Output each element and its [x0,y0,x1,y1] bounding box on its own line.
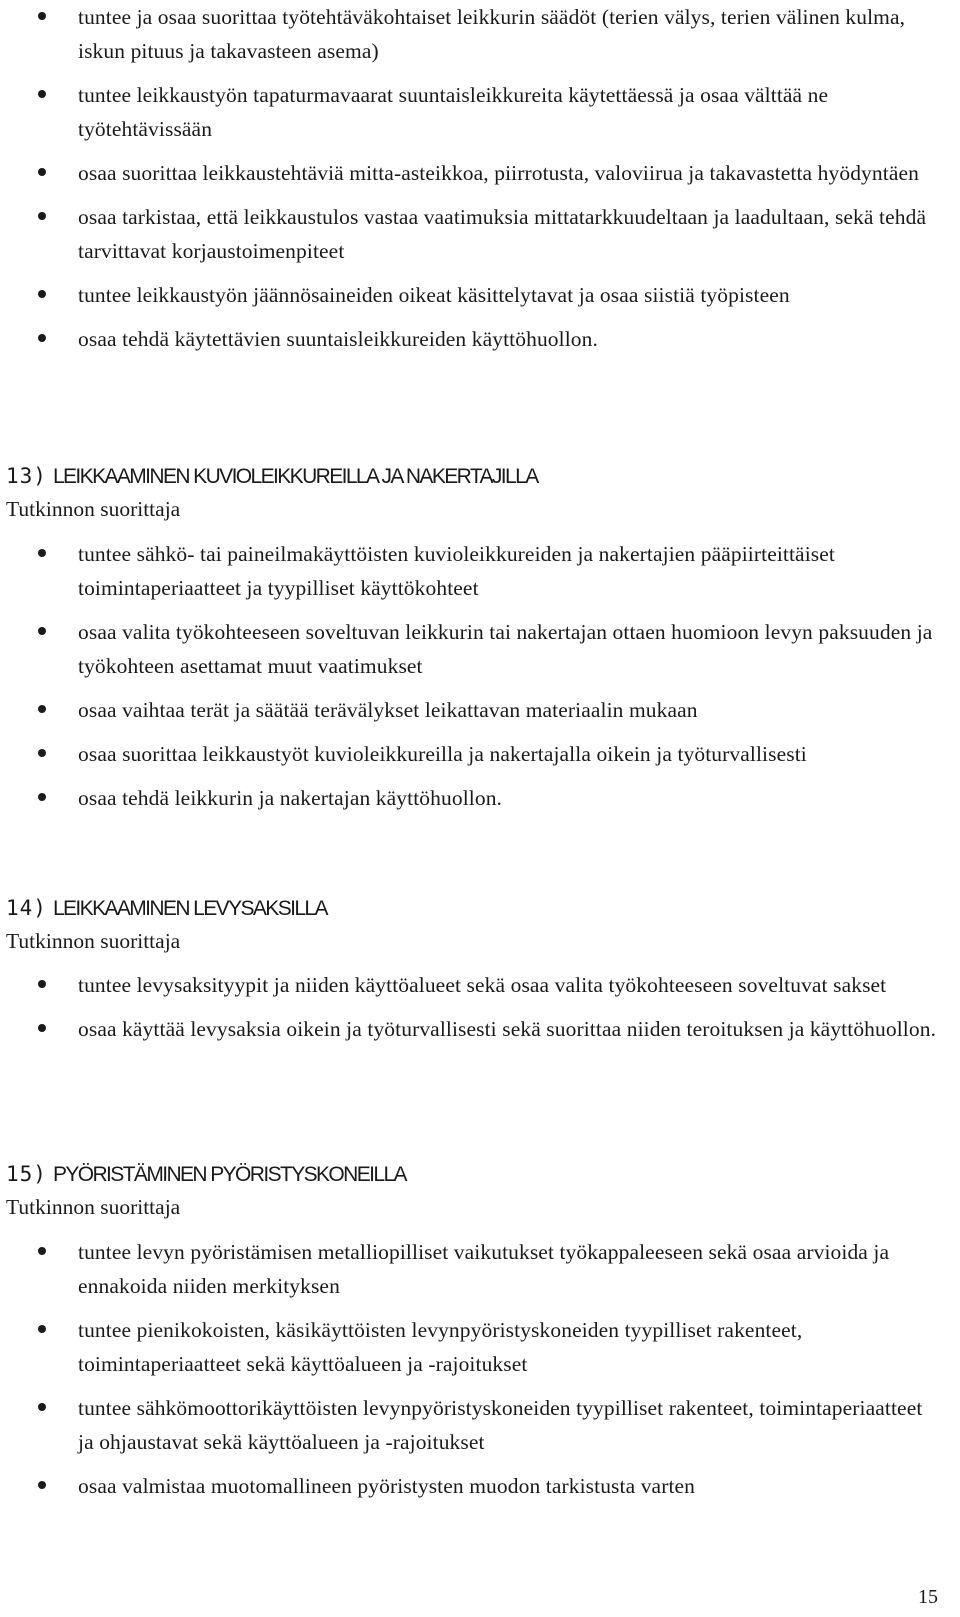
bullet-icon [38,90,46,98]
list-item: osaa valita työkohteeseen soveltuvan leikkurin tai nakertajan ottaen huomioon levyn paksuuden ja työkohteen asettamat muut vaatimukset [38,615,938,683]
list-item: osaa tehdä käytettävien suuntaisleikkureiden käyttöhuollon. [38,322,938,356]
list-item: osaa käyttää levysaksia oikein ja työturvallisesti sekä suorittaa niiden teroituksen ja käyttöhuollon. [38,1012,938,1046]
list-item: osaa valmistaa muotomallineen pyöristysten muodon tarkistusta varten [38,1469,938,1503]
bullet-icon [38,12,46,20]
bullet-icon [38,212,46,220]
section-title: LEIKKAAMINEN LEVYSAKSILLA [52,897,327,920]
section-number: 14) [6,896,47,920]
section-heading-15 [6,1159,406,1190]
bullet-icon [38,290,46,298]
list-item: osaa tehdä leikkurin ja nakertajan käyttöhuollon. [38,781,938,815]
bullet-icon [38,980,46,988]
bullet-icon [38,1403,46,1411]
bullet-icon [38,1024,46,1032]
list-item: osaa suorittaa leikkaustehtäviä mitta-asteikkoa, piirrotusta, valoviirua ja takavastetta hyödyntäen [38,156,938,190]
section-number: 13) [6,464,47,488]
bullet-icon [38,1325,46,1333]
list-item: tuntee levysaksityypit ja niiden käyttöalueet sekä osaa valita työkohteeseen soveltuvat sakset [38,968,938,1002]
list-item: tuntee leikkaustyön tapaturmavaarat suuntaisleikkureita käytettäessä ja osaa välttää ne työtehtävissään [38,78,938,146]
list-item: tuntee pienikokoisten, käsikäyttöisten levynpyöristyskoneiden tyypilliset rakenteet, toimintaperiaatteet sekä käyttöalueen ja -rajoitukset [38,1313,938,1381]
list-item: osaa vaihtaa terät ja säätää terävälykset leikattavan materiaalin mukaan [38,693,938,727]
page-number: 15 [918,1586,938,1608]
bullet-icon [38,749,46,757]
section-heading-14 [6,893,327,924]
bullet-icon [38,1247,46,1255]
section-title: PYÖRISTÄMINEN PYÖRISTYSKONEILLA [52,1163,406,1186]
section-subtitle: Tutkinnon suorittaja [6,1195,181,1219]
bullet-icon [38,334,46,342]
bullet-icon [38,627,46,635]
section-subtitle: Tutkinnon suorittaja [6,929,181,953]
list-item: osaa tarkistaa, että leikkaustulos vastaa vaatimuksia mittatarkkuudeltaan ja laadultaan, sekä tehdä tarvittavat korjaustoimenpiteet [38,200,938,268]
section-subtitle: Tutkinnon suorittaja [6,497,181,521]
section-heading-13 [6,461,538,492]
intro-list [38,0,938,366]
section-number: 15) [6,1162,47,1186]
list-item: tuntee levyn pyöristämisen metalliopilliset vaikutukset työkappaleeseen sekä osaa arvioida ja ennakoida niiden merkityksen [38,1235,938,1303]
list-item: tuntee ja osaa suorittaa työtehtäväkohtaiset leikkurin säädöt (terien välys, terien välinen kulma, iskun pituus ja takavasteen asema) [38,0,938,68]
section-14-list [38,968,938,1056]
bullet-icon [38,549,46,557]
bullet-icon [38,793,46,801]
list-item: tuntee sähkö- tai paineilmakäyttöisten kuvioleikkureiden ja nakertajien pääpiirteittäiset toimintaperiaatteet ja tyypilliset käyttökohteet [38,537,938,605]
list-item: tuntee sähkömoottorikäyttöisten levynpyöristyskoneiden tyypilliset rakenteet, toimintaperiaatteet ja ohjaustavat sekä käyttöalueen ja -rajoitukset [38,1391,938,1459]
list-item: osaa suorittaa leikkaustyöt kuvioleikkureilla ja nakertajalla oikein ja työturvallisesti [38,737,938,771]
section-title: LEIKKAAMINEN KUVIOLEIKKUREILLA JA NAKERTAJILLA [52,465,538,488]
section-13-list [38,537,938,825]
bullet-icon [38,1481,46,1489]
bullet-icon [38,168,46,176]
section-15-list [38,1235,938,1513]
list-item: tuntee leikkaustyön jäännösaineiden oikeat käsittelytavat ja osaa siistiä työpisteen [38,278,938,312]
bullet-icon [38,705,46,713]
